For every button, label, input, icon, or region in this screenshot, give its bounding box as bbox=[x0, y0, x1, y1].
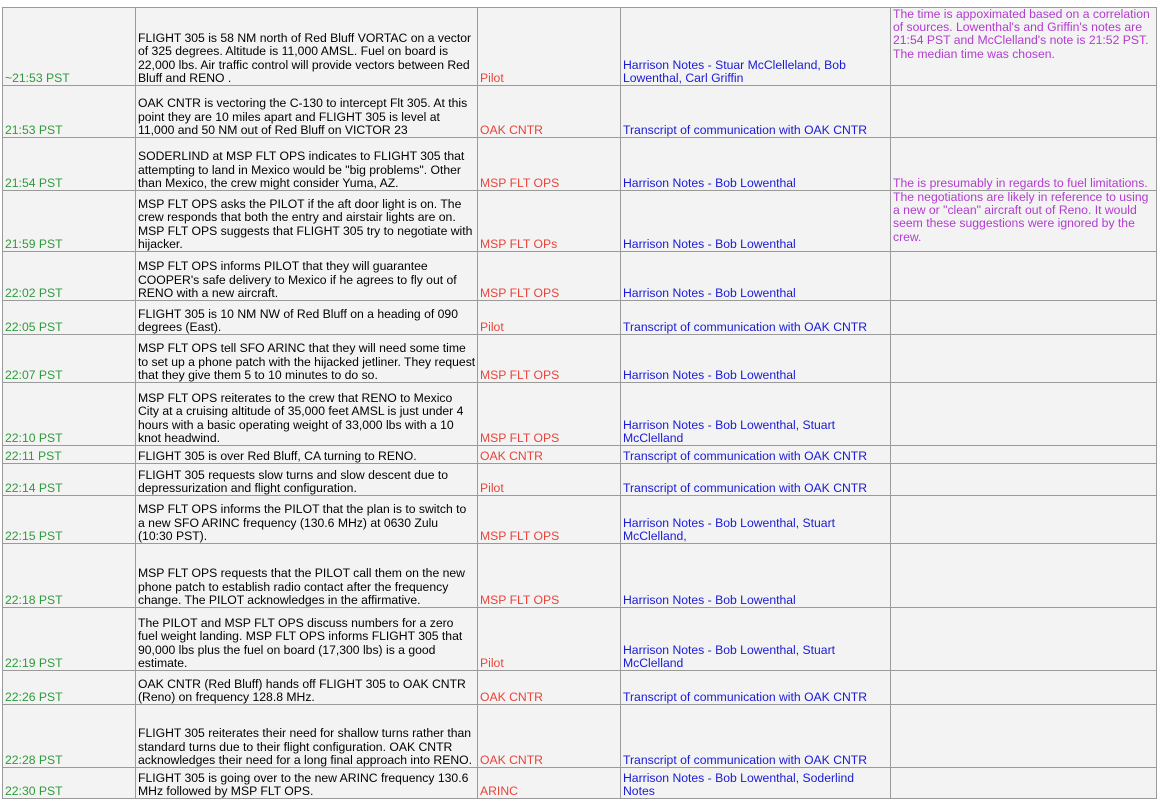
description-cell: MSP FLT OPS asks the PILOT if the aft door light is on. The crew responds that both the entry and airstair lights are on. MSP FLT OPS suggests that FLIGHT 305 try to negotiate with hijacker. bbox=[136, 191, 478, 252]
table-row bbox=[3, 335, 1157, 383]
table-row bbox=[3, 86, 1157, 138]
note-cell bbox=[891, 301, 1157, 335]
description-cell: FLIGHT 305 is going over to the new ARINC frequency 130.6 MHz followed by MSP FLT OPS. bbox=[136, 768, 478, 799]
entity-cell: OAK CNTR bbox=[478, 705, 621, 768]
source-cell: Harrison Notes - Bob Lowenthal bbox=[621, 544, 891, 608]
source-cell: Transcript of communication with OAK CNTR bbox=[621, 464, 891, 496]
source-cell: Harrison Notes - Bob Lowenthal, Stuart McClelland, bbox=[621, 496, 891, 544]
time-cell: 22:05 PST bbox=[3, 301, 136, 335]
time-cell: 21:53 PST bbox=[3, 86, 136, 138]
entity-cell: OAK CNTR bbox=[478, 446, 621, 464]
entity-cell: MSP FLT OPs bbox=[478, 191, 621, 252]
timeline-body bbox=[3, 8, 1157, 799]
time-cell: 22:14 PST bbox=[3, 464, 136, 496]
source-cell: Harrison Notes - Bob Lowenthal bbox=[621, 252, 891, 301]
time-cell: ~21:53 PST bbox=[3, 8, 136, 86]
description-cell: FLIGHT 305 requests slow turns and slow descent due to depressurization and flight configuration. bbox=[136, 464, 478, 496]
time-cell: 22:26 PST bbox=[3, 671, 136, 705]
note-cell bbox=[891, 383, 1157, 446]
note-cell bbox=[891, 86, 1157, 138]
entity-cell: Pilot bbox=[478, 464, 621, 496]
note-cell bbox=[891, 496, 1157, 544]
note-cell bbox=[891, 768, 1157, 799]
source-cell: Harrison Notes - Stuar McClelleland, Bob Lowenthal, Carl Griffin bbox=[621, 8, 891, 86]
entity-cell: MSP FLT OPS bbox=[478, 138, 621, 191]
note-cell bbox=[891, 671, 1157, 705]
table-row bbox=[3, 301, 1157, 335]
source-cell: Transcript of communication with OAK CNTR bbox=[621, 671, 891, 705]
entity-cell: MSP FLT OPS bbox=[478, 496, 621, 544]
source-cell: Transcript of communication with OAK CNTR bbox=[621, 446, 891, 464]
timeline-table bbox=[2, 7, 1157, 799]
table-row bbox=[3, 138, 1157, 191]
entity-cell: MSP FLT OPS bbox=[478, 383, 621, 446]
source-cell: Transcript of communication with OAK CNTR bbox=[621, 86, 891, 138]
table-row bbox=[3, 608, 1157, 671]
description-cell: MSP FLT OPS requests that the PILOT call them on the new phone patch to establish radio contact after the frequency change. The PILOT acknowledges in the affirmative. bbox=[136, 544, 478, 608]
note-cell bbox=[891, 608, 1157, 671]
source-cell: Harrison Notes - Bob Lowenthal bbox=[621, 138, 891, 191]
source-cell: Harrison Notes - Bob Lowenthal bbox=[621, 191, 891, 252]
description-cell: OAK CNTR is vectoring the C-130 to intercept Flt 305. At this point they are 10 miles apart and FLIGHT 305 is level at 11,000 and 50 NM out of Red Bluff on VICTOR 23 bbox=[136, 86, 478, 138]
note-cell bbox=[891, 544, 1157, 608]
note-cell bbox=[891, 705, 1157, 768]
description-cell: MSP FLT OPS reiterates to the crew that RENO to Mexico City at a cruising altitude of 35,000 feet AMSL is just under 4 hours with a basic operating weight of 33,000 lbs with a 10 knot headwind. bbox=[136, 383, 478, 446]
note-cell bbox=[891, 464, 1157, 496]
description-cell: MSP FLT OPS tell SFO ARINC that they will need some time to set up a phone patch with the hijacked jetliner. They request that they give them 5 to 10 minutes to do so. bbox=[136, 335, 478, 383]
table-row bbox=[3, 705, 1157, 768]
description-cell: The PILOT and MSP FLT OPS discuss numbers for a zero fuel weight landing. MSP FLT OPS informs FLIGHT 305 that 90,000 lbs plus the fuel on board (17,300 lbs) is a good estimate. bbox=[136, 608, 478, 671]
source-cell: Transcript of communication with OAK CNTR bbox=[621, 705, 891, 768]
entity-cell: ARINC bbox=[478, 768, 621, 799]
entity-cell: OAK CNTR bbox=[478, 671, 621, 705]
source-cell: Transcript of communication with OAK CNTR bbox=[621, 301, 891, 335]
description-cell: FLIGHT 305 is over Red Bluff, CA turning to RENO. bbox=[136, 446, 478, 464]
time-cell: 22:18 PST bbox=[3, 544, 136, 608]
description-cell: MSP FLT OPS informs PILOT that they will guarantee COOPER's safe delivery to Mexico if he agrees to fly out of RENO with a new aircraft. bbox=[136, 252, 478, 301]
entity-cell: Pilot bbox=[478, 608, 621, 671]
entity-cell: MSP FLT OPS bbox=[478, 544, 621, 608]
table-row bbox=[3, 671, 1157, 705]
table-row bbox=[3, 383, 1157, 446]
table-row bbox=[3, 544, 1157, 608]
source-cell: Harrison Notes - Bob Lowenthal bbox=[621, 335, 891, 383]
time-cell: 22:07 PST bbox=[3, 335, 136, 383]
entity-cell: Pilot bbox=[478, 301, 621, 335]
entity-cell: MSP FLT OPS bbox=[478, 335, 621, 383]
entity-cell: Pilot bbox=[478, 8, 621, 86]
description-cell: FLIGHT 305 is 58 NM north of Red Bluff VORTAC on a vector of 325 degrees. Altitude is 11,000 AMSL. Fuel on board is 22,000 lbs. Air traffic control will provide vectors between Red Bluff and RENO . bbox=[136, 8, 478, 86]
note-cell: The time is appoximated based on a correlation of sources. Lowenthal's and Griffin's notes are 21:54 PST and McClelland's note is 21:52 PST. The median time was chosen. bbox=[891, 8, 1157, 86]
time-cell: 22:28 PST bbox=[3, 705, 136, 768]
time-cell: 22:02 PST bbox=[3, 252, 136, 301]
table-row bbox=[3, 496, 1157, 544]
time-cell: 22:19 PST bbox=[3, 608, 136, 671]
table-row bbox=[3, 446, 1157, 464]
table-row bbox=[3, 8, 1157, 86]
source-cell: Harrison Notes - Bob Lowenthal, Stuart McClelland bbox=[621, 608, 891, 671]
description-cell: OAK CNTR (Red Bluff) hands off FLIGHT 305 to OAK CNTR (Reno) on frequency 128.8 MHz. bbox=[136, 671, 478, 705]
entity-cell: MSP FLT OPS bbox=[478, 252, 621, 301]
description-cell: SODERLIND at MSP FLT OPS indicates to FLIGHT 305 that attempting to land in Mexico would be "big problems". Other than Mexico, the crew might consider Yuma, AZ. bbox=[136, 138, 478, 191]
description-cell: FLIGHT 305 is 10 NM NW of Red Bluff on a heading of 090 degrees (East). bbox=[136, 301, 478, 335]
time-cell: 21:59 PST bbox=[3, 191, 136, 252]
note-cell bbox=[891, 335, 1157, 383]
time-cell: 22:30 PST bbox=[3, 768, 136, 799]
source-cell: Harrison Notes - Bob Lowenthal, Stuart McClelland bbox=[621, 383, 891, 446]
table-row bbox=[3, 464, 1157, 496]
table-row bbox=[3, 191, 1157, 252]
time-cell: 21:54 PST bbox=[3, 138, 136, 191]
time-cell: 22:10 PST bbox=[3, 383, 136, 446]
description-cell: MSP FLT OPS informs the PILOT that the plan is to switch to a new SFO ARINC frequency (130.6 MHz) at 0630 Zulu (10:30 PST). bbox=[136, 496, 478, 544]
table-row bbox=[3, 252, 1157, 301]
note-cell: The negotiations are likely in reference to using a new or "clean" aircraft out of Reno. It would seem these suggestions were ignored by the crew. bbox=[891, 191, 1157, 252]
description-cell: FLIGHT 305 reiterates their need for shallow turns rather than standard turns due to their flight configuration. OAK CNTR acknowledges their need for a long final approach into RENO. bbox=[136, 705, 478, 768]
time-cell: 22:11 PST bbox=[3, 446, 136, 464]
table-row bbox=[3, 768, 1157, 799]
source-cell: Harrison Notes - Bob Lowenthal, Soderlind Notes bbox=[621, 768, 891, 799]
time-cell: 22:15 PST bbox=[3, 496, 136, 544]
note-cell bbox=[891, 446, 1157, 464]
note-cell: The is presumably in regards to fuel limitations. bbox=[891, 138, 1157, 191]
entity-cell: OAK CNTR bbox=[478, 86, 621, 138]
note-cell bbox=[891, 252, 1157, 301]
